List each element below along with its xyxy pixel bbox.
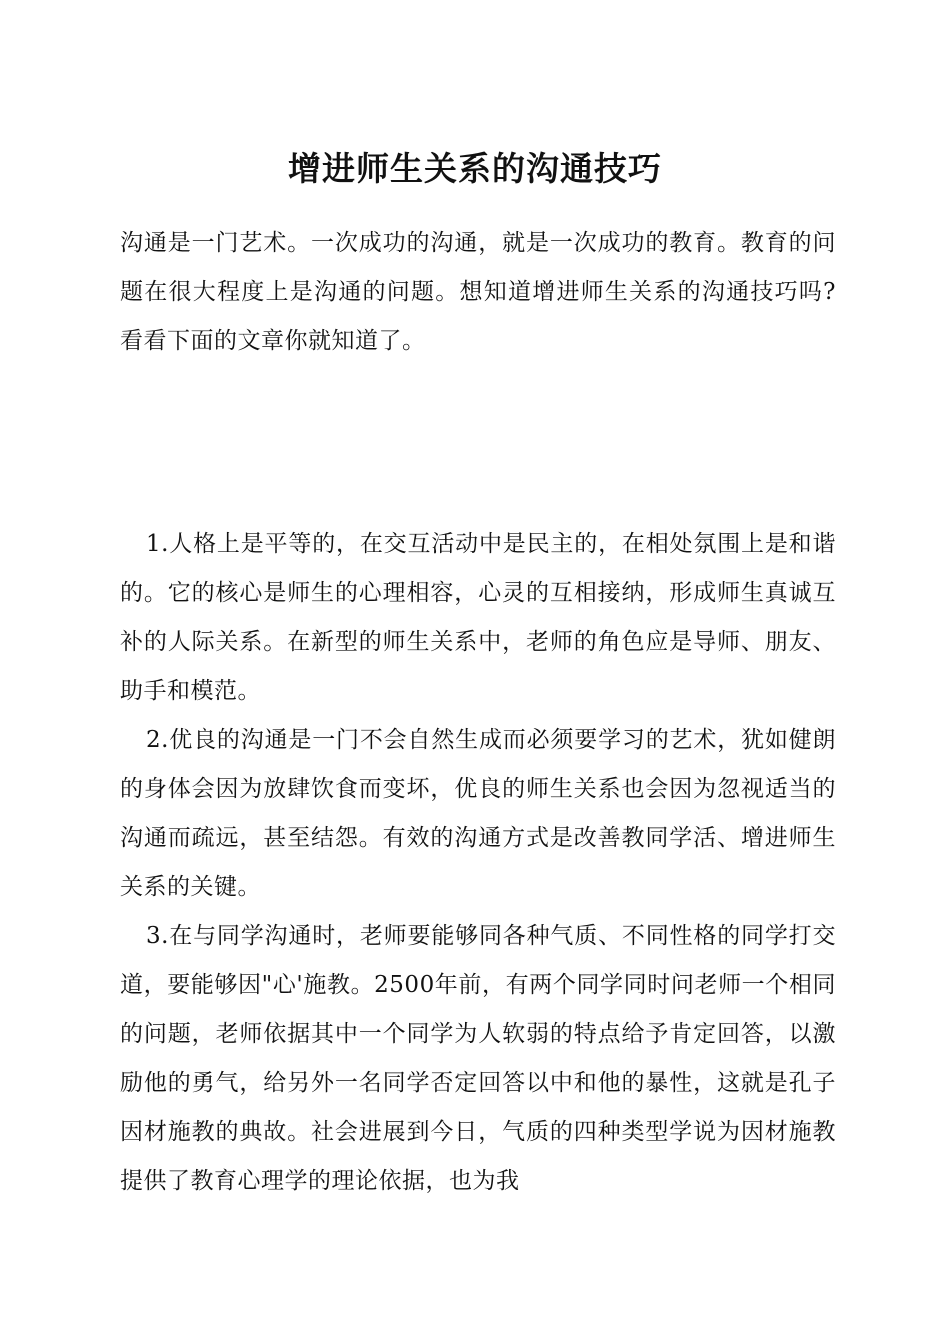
paragraph-3: 3.在与同学沟通时，老师要能够同各种气质、不同性格的同学打交道，要能够因"心'施教。2500年前，有两个同学同时问老师一个相同的问题，老师依据其中一个同学为人软弱的特点给予肯定回答，以激励他的勇气，给另外一名同学否定回答以中和他的暴性，这就是孔子因材施教的典故。社会进展到今日，气质的四种类型学说为因材施教提供了教育心理学的理论依据，也为我 xyxy=(120,923,836,1194)
intro-section xyxy=(120,219,836,366)
paragraph-2: 2.优良的沟通是一门不会自然生成而必须要学习的艺术，犹如健朗的身体会因为放肆饮食而变坏，优良的师生关系也会因为忽视适当的沟通而疏远，甚至结怨。有效的沟通方式是改善教同学活、增进师生关系的关键。 xyxy=(120,727,836,900)
body-section xyxy=(120,520,836,1206)
document-title: 增进师生关系的沟通技巧 xyxy=(288,149,662,188)
intro-paragraph: 沟通是一门艺术。一次成功的沟通，就是一次成功的教育。教育的问题在很大程度上是沟通的问题。想知道增进师生关系的沟通技巧吗?看看下面的文章你就知道了。 xyxy=(120,230,836,354)
paragraph-1: 1.人格上是平等的，在交互活动中是民主的，在相处氛围上是和谐的。它的核心是师生的心理相容，心灵的互相接纳，形成师生真诚互补的人际关系。在新型的师生关系中，老师的角色应是导师、朋友、助手和模范。 xyxy=(120,531,836,704)
